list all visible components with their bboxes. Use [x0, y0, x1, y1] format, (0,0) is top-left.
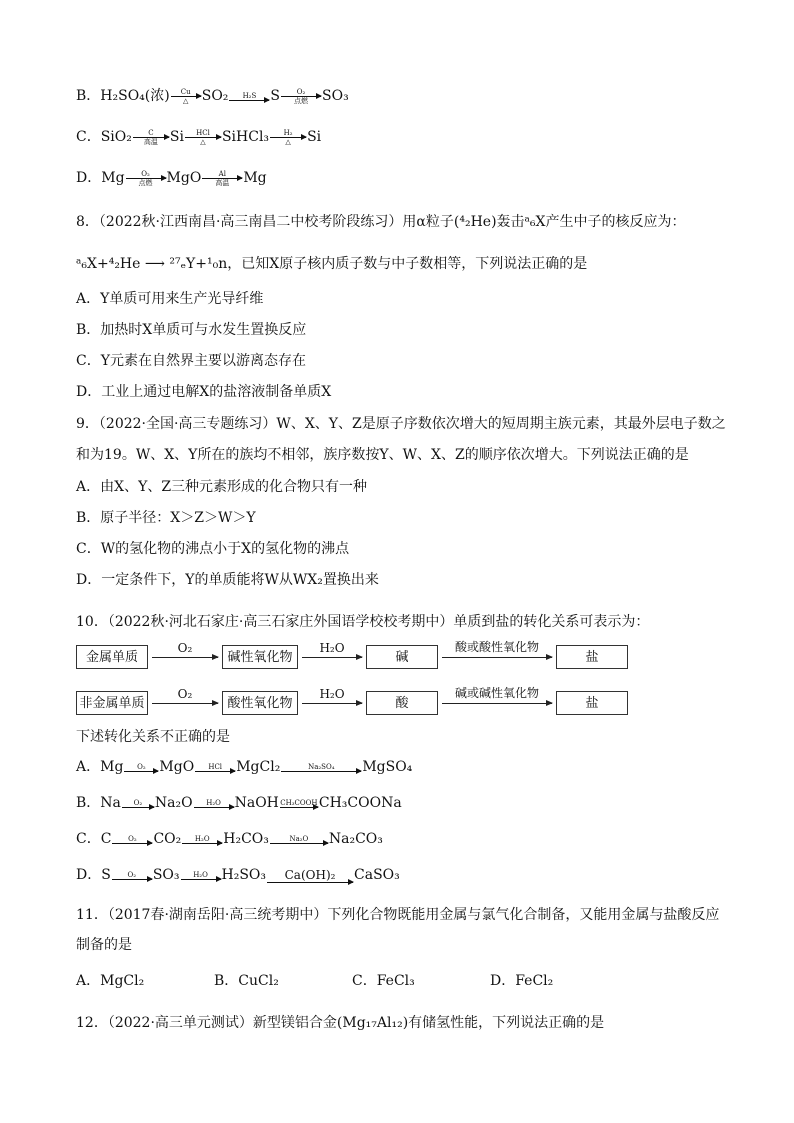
reaction-arrow: Cu △ [171, 88, 201, 105]
formula: SO₃ [152, 867, 180, 883]
flow-arrow [302, 657, 362, 658]
q9-option-b: B．原子半径：X＞Z＞W＞Y [76, 510, 256, 526]
flow-label: O₂ [177, 641, 193, 655]
q11-option-b: B．CuCl₂ [214, 973, 279, 989]
flow-label: 碱或碱性氧化物 [454, 686, 539, 700]
formula: SiHCl₃ [221, 129, 270, 145]
formula: Si [307, 129, 322, 145]
q11-stem-line1: 11．（2017春·湖南岳阳·高三统考期中）下列化合物既能用金属与氯气化合制备，又能用金属与盐酸反应 [76, 907, 720, 923]
q8-option-a: A．Y单质可用来生产光导纤维 [76, 291, 264, 307]
formula: MgCl₂ [236, 759, 281, 775]
q11-option-a: A．MgCl₂ [76, 973, 145, 989]
formula: H₂SO₄(浓) [100, 88, 170, 104]
formula: Mg [100, 759, 124, 775]
flow-box-nonmetal-element: 非金属单质 [76, 691, 148, 715]
q7-option-c: C．SiO₂ C 高温 Si HCl △ SiHCl₃ H₂ △ Si [76, 128, 322, 146]
formula: SO₂ [201, 88, 229, 104]
formula: MgO [166, 170, 202, 186]
formula: Na₂CO₃ [328, 831, 383, 847]
formula: SO₃ [322, 88, 349, 104]
q9-stem-line2: 和为19。W、X、Y所在的族均不相邻，族序数按Y、W、X、Z的顺序依次增大。下列说法正确的是 [76, 447, 689, 463]
q8-option-d: D．工业上通过电解X的盐溶液制备单质X [76, 384, 332, 400]
q9-option-a: A．由X、Y、Z三种元素形成的化合物只有一种 [76, 479, 368, 495]
formula: CaSO₃ [354, 867, 400, 883]
reaction-arrow: H₂O [182, 835, 222, 844]
formula: MgSO₄ [362, 759, 413, 775]
flow-box-base: 碱 [366, 645, 438, 669]
formula: C [100, 831, 112, 847]
reaction-arrow: O₂ 点燃 [126, 170, 166, 187]
reaction-arrow: O₂ 点燃 [281, 88, 321, 105]
q9-option-c: C．W的氢化物的沸点小于X的氢化物的沸点 [76, 541, 350, 557]
flow-box-salt: 盐 [556, 645, 628, 669]
flow-arrow [152, 657, 218, 658]
q10-option-a: A．Mg O₂ MgO HCl MgCl₂ Na₂SO₄ MgSO₄ [76, 759, 413, 775]
reaction-arrow: O₂ [112, 871, 152, 880]
formula: H₂CO₃ [223, 831, 269, 847]
q8-stem-line2: ᵃ₆X+⁴₂He ⟶ ²⁷ₑY+¹₀n，已知X原子核内质子数与中子数相等，下列说法正确的是 [76, 256, 588, 272]
q9-stem-line1: 9．（2022·全国·高三专题练习）W、X、Y、Z是原子序数依次增大的短周期主族元素，其最外层电子数之 [76, 416, 726, 432]
flow-box-metal-element: 金属单质 [76, 645, 148, 669]
q8-option-c: C．Y元素在自然界主要以游离态存在 [76, 353, 306, 369]
reaction-arrow: O₂ [112, 835, 152, 844]
q8-stem-line1: 8．（2022秋·江西南昌·高三南昌二中校考阶段练习）用α粒子(⁴₂He)轰击ᵃ₆X产生中子的核反应为： [76, 214, 686, 230]
flow-arrow [302, 703, 362, 704]
reaction-arrow: Al 高温 [202, 170, 242, 187]
reaction-arrow: HCl [195, 763, 235, 772]
q10-stem: 10．（2022秋·河北石家庄·高三石家庄外国语学校校考期中）单质到盐的转化关系可表示为： [76, 614, 650, 630]
formula: Na [100, 795, 121, 811]
reaction-arrow: O₂ [122, 799, 154, 808]
q10-option-c: C．C O₂ CO₂ H₂O H₂CO₃ Na₂O Na₂CO₃ [76, 831, 383, 847]
flow-arrow [152, 703, 218, 704]
reaction-arrow: HCl △ [185, 129, 221, 146]
q7-option-b: B．H₂SO₄(浓) Cu △ SO₂ H₂S S O₂ 点燃 SO₃ [76, 87, 349, 105]
reaction-arrow: C 高温 [133, 129, 169, 146]
formula: MgO [159, 759, 195, 775]
reaction-arrow: Na₂SO₄ [281, 763, 361, 772]
flow-box-salt: 盐 [556, 691, 628, 715]
formula: Si [169, 129, 184, 145]
flow-box-acidic-oxide: 酸性氧化物 [222, 691, 298, 715]
q11-options [76, 971, 628, 991]
formula: Mg [101, 170, 125, 186]
q10-ask: 下述转化关系不正确的是 [76, 729, 230, 745]
reaction-arrow: CH₃COOH [280, 798, 318, 807]
reaction-arrow: H₂S [229, 92, 269, 101]
reaction-arrow: H₂ △ [270, 129, 306, 146]
formula: Mg [243, 170, 267, 186]
q8-option-b: B．加热时X单质可与水发生置换反应 [76, 322, 307, 338]
formula: S [101, 867, 111, 883]
formula: NaOH [234, 795, 279, 811]
q12-stem: 12．（2022·高三单元测试）新型镁铝合金(Mg₁₇Al₁₂)有储氢性能，下列说法正确的是 [76, 1015, 605, 1031]
q11-option-c: C．FeCl₃ [352, 973, 415, 989]
flow-label: H₂O [319, 641, 345, 655]
reaction-arrow: O₂ [124, 763, 158, 772]
formula: SiO₂ [100, 129, 132, 145]
formula: Na₂O [154, 795, 193, 811]
flow-box-acid: 酸 [366, 691, 438, 715]
formula: S [270, 88, 281, 104]
q10-option-d: D．S O₂ SO₃ H₂O H₂SO₃ Ca(OH)₂ CaSO₃ [76, 867, 400, 883]
flow-label: O₂ [177, 687, 193, 701]
q9-option-d: D．一定条件下，Y的单质能将W从WX₂置换出来 [76, 572, 379, 588]
q11-stem-line2: 制备的是 [76, 937, 132, 953]
reaction-arrow: Ca(OH)₂ [267, 868, 353, 883]
flow-arrow [442, 703, 552, 704]
reaction-arrow: H₂O [194, 799, 234, 808]
flow-box-basic-oxide: 碱性氧化物 [222, 645, 298, 669]
formula: CO₂ [153, 831, 182, 847]
q11-option-d: D．FeCl₂ [490, 973, 554, 989]
formula: CH₃COONa [318, 795, 402, 811]
flow-label: 酸或酸性氧化物 [454, 640, 539, 654]
q10-option-b: B．Na O₂ Na₂O H₂O NaOH CH₃COOH CH₃COONa [76, 795, 402, 811]
reaction-arrow: H₂O [181, 871, 221, 880]
flow-label: H₂O [319, 687, 345, 701]
formula: H₂SO₃ [221, 867, 267, 883]
flow-arrow [442, 657, 552, 658]
reaction-arrow: Na₂O [270, 835, 328, 844]
q7-option-d: D．Mg O₂ 点燃 MgO Al 高温 Mg [76, 169, 267, 187]
